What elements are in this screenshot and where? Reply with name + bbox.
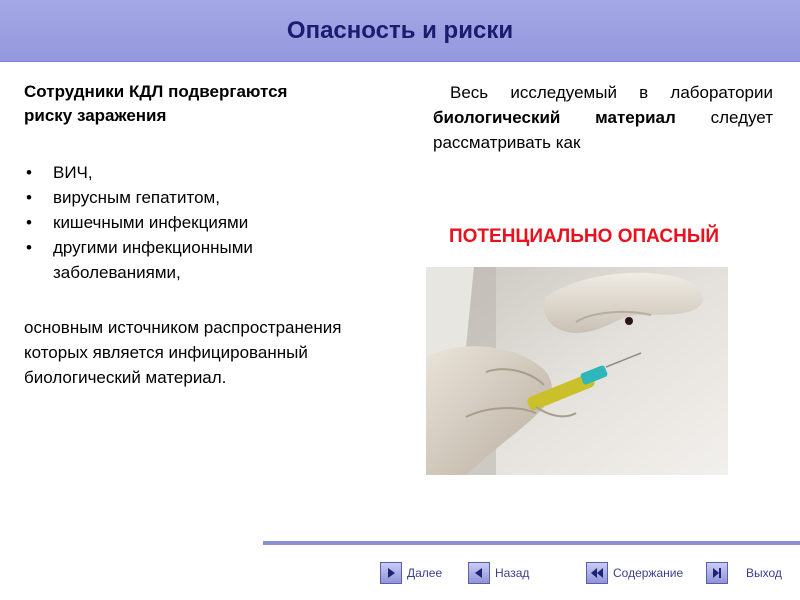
exit-icon [706, 562, 728, 584]
syringe-photo-illustration [426, 267, 728, 475]
contents-label: Содержание [613, 566, 684, 580]
next-button[interactable] [380, 560, 442, 586]
back-button[interactable] [468, 560, 529, 586]
next-label: Далее [407, 566, 443, 580]
contents-double-arrow-icon [586, 562, 608, 584]
page-title: Опасность и риски [286, 17, 514, 44]
exit-label: Выход [746, 566, 782, 580]
material-text-end: следует рассматривать как [433, 108, 773, 152]
list-item: • ВИЧ, [24, 160, 374, 185]
syringe-photo [426, 267, 728, 475]
material-paragraph [433, 80, 773, 155]
left-heading-line1: Сотрудники КДЛ подвергаются [24, 82, 288, 101]
next-arrow-icon [380, 562, 402, 584]
footer-divider [263, 541, 800, 545]
left-heading [24, 80, 374, 128]
header-bar [0, 0, 800, 62]
material-text-bold: биологический материал [433, 108, 676, 127]
exit-button[interactable] [706, 560, 782, 586]
infection-list [24, 160, 374, 285]
source-paragraph: основным источником распространения которых является инфицированный биологический материал. [24, 318, 342, 387]
list-item: • другими инфекционными заболеваниями, [24, 235, 374, 285]
left-column [24, 80, 374, 390]
list-item: • кишечными инфекциями [24, 210, 374, 235]
back-arrow-icon [468, 562, 490, 584]
list-item: • вирусным гепатитом, [24, 185, 374, 210]
danger-label: ПОТЕНЦИАЛЬНО ОПАСНЫЙ [449, 226, 720, 247]
contents-button[interactable] [586, 560, 683, 586]
left-heading-line2: риску заражения [24, 106, 167, 125]
back-label: Назад [495, 566, 530, 580]
right-column [433, 80, 773, 155]
material-text-start: Весь исследуемый в лаборатории [450, 83, 773, 102]
